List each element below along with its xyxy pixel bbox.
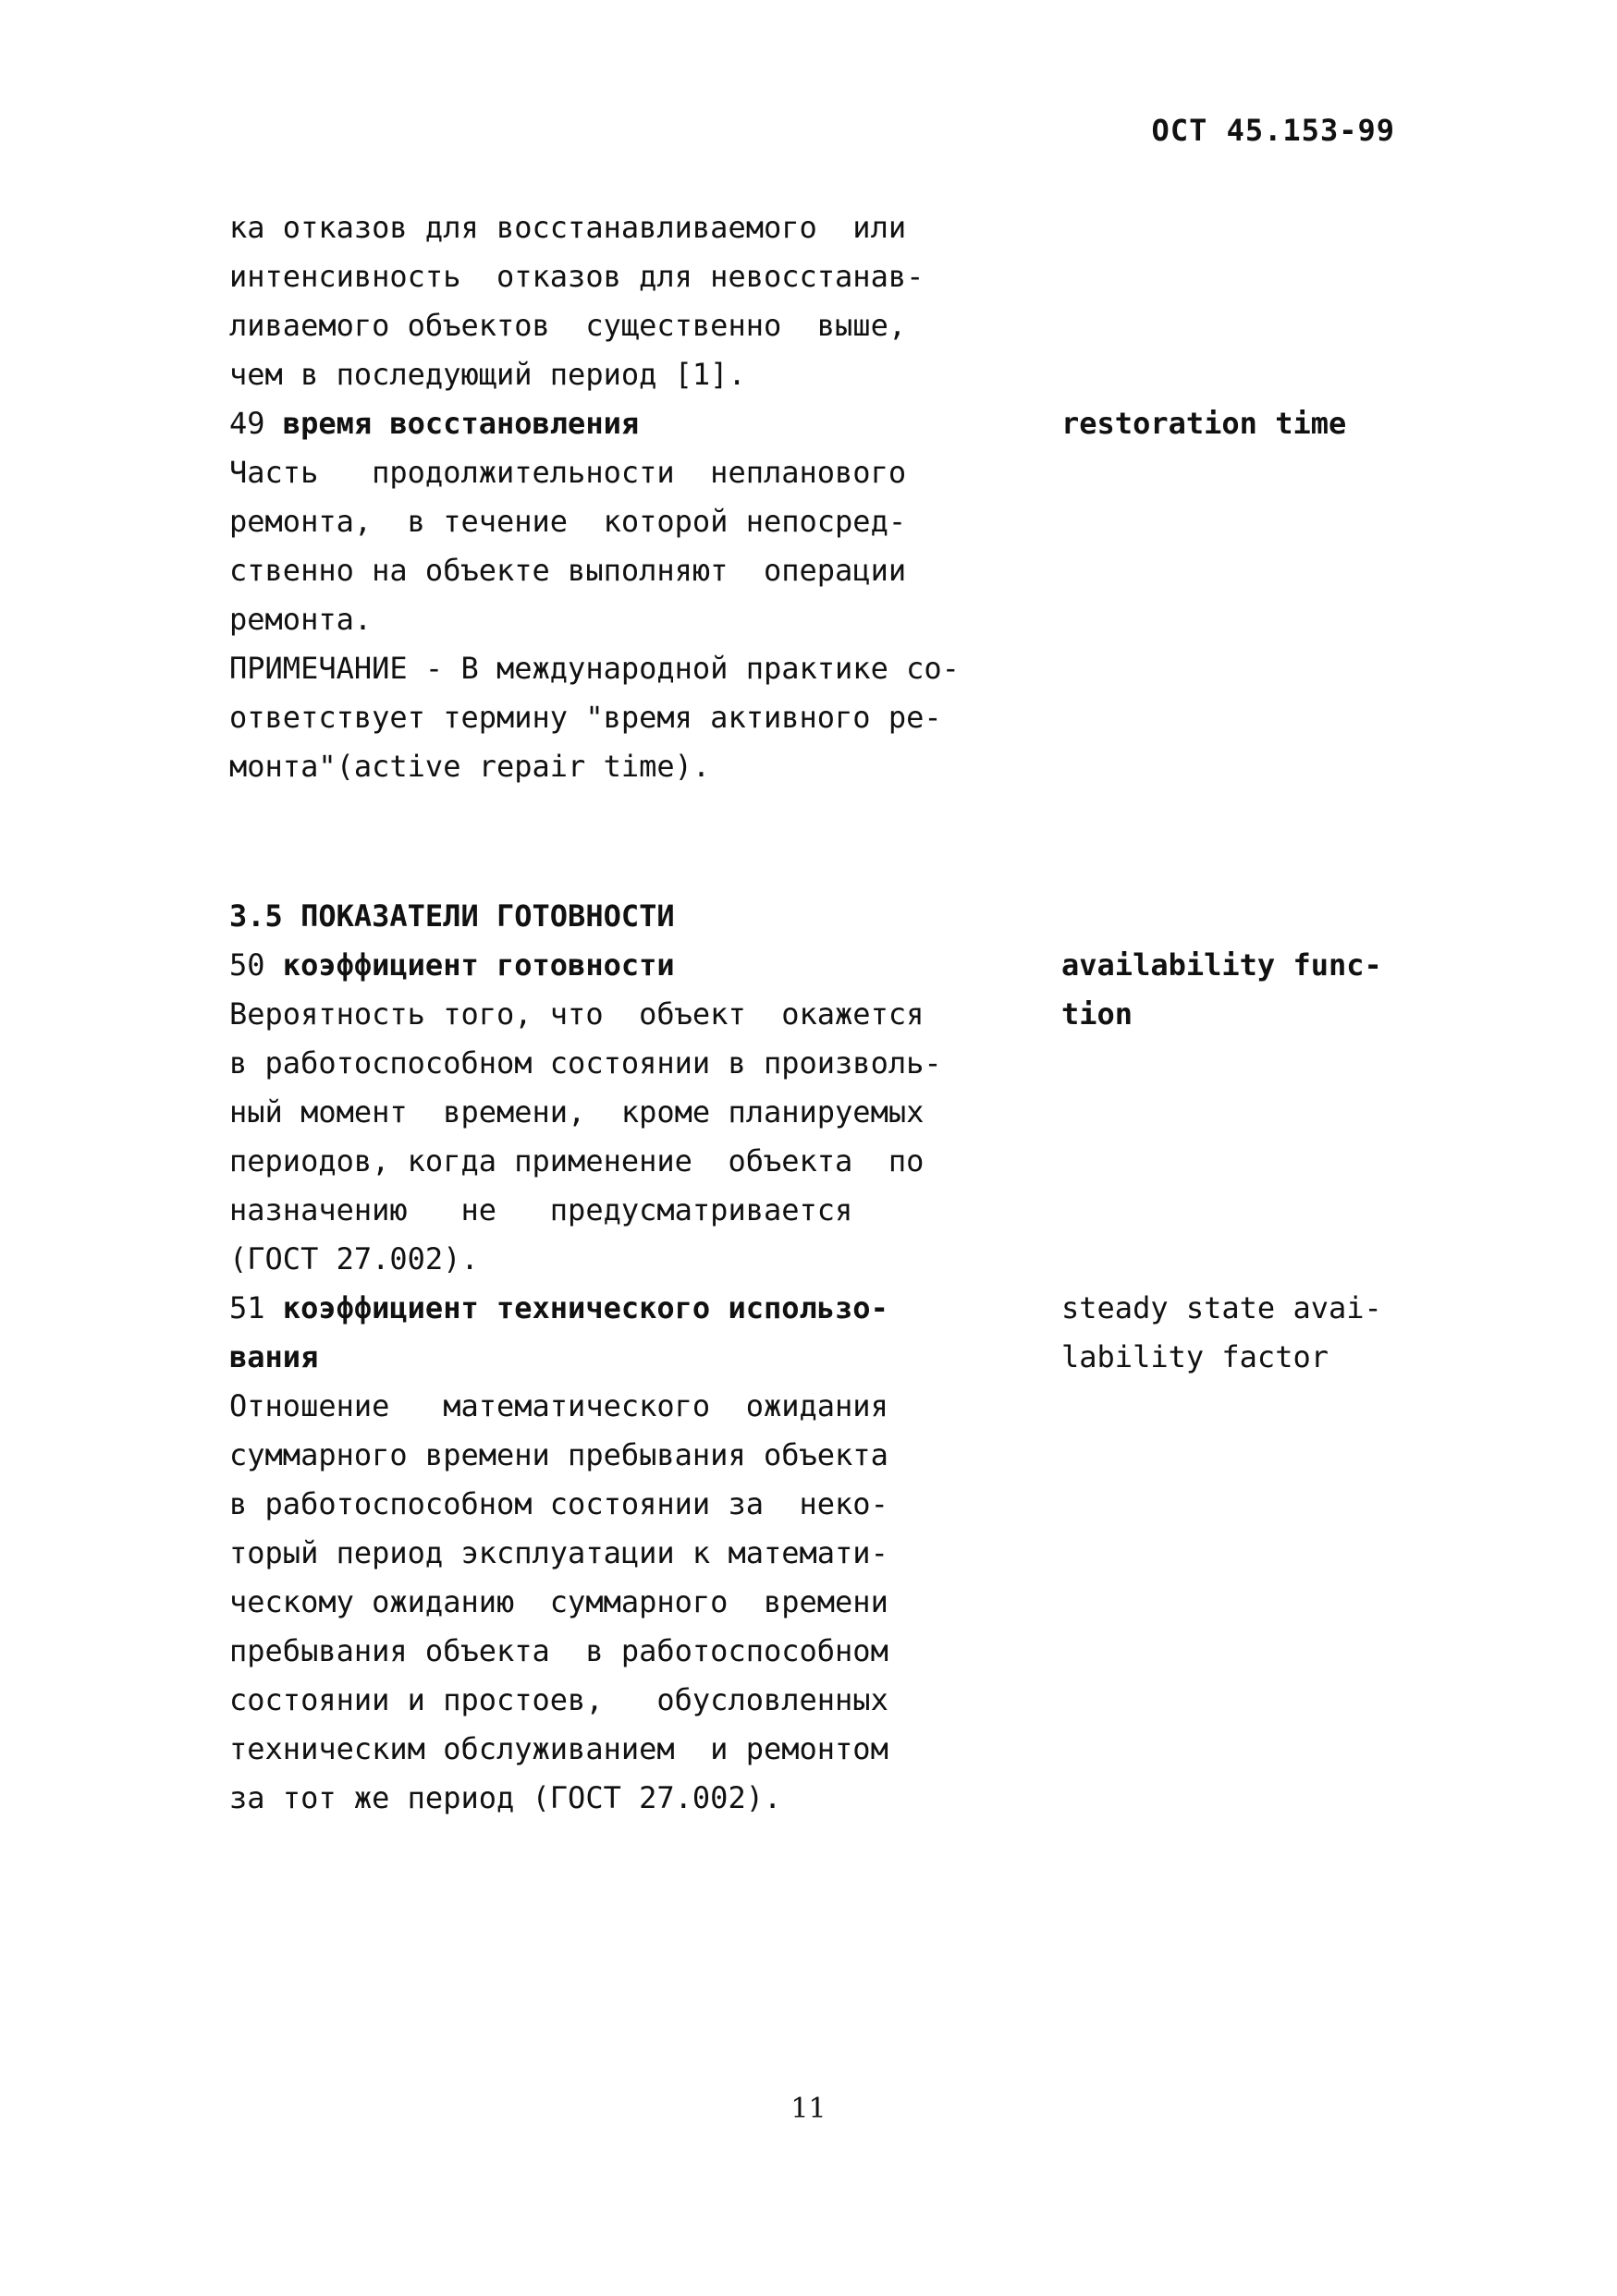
page-number: 11	[790, 2093, 827, 2125]
term-title: коэффициент готовности	[282, 947, 675, 983]
definition-line: ремонта, в течение которой непосред-	[229, 504, 907, 539]
term-51-english: lability factor	[1061, 1339, 1329, 1374]
intro-line: интенсивность отказов для невосстанав-	[229, 259, 925, 294]
definition-line: состоянии и простоев, обусловленных	[229, 1682, 888, 1717]
definition-line: за тот же период (ГОСТ 27.002).	[229, 1780, 782, 1815]
term-51-english: steady state avai-	[1061, 1290, 1382, 1325]
intro-line: ливаемого объектов существенно выше,	[229, 308, 907, 343]
definition-line: техническим обслуживанием и ремонтом	[229, 1731, 888, 1766]
term-number: 49	[229, 406, 265, 441]
definition-line: назначению не предусматривается	[229, 1192, 853, 1227]
term-49-heading	[229, 406, 640, 441]
term-number: 50	[229, 947, 265, 983]
term-51-heading	[229, 1290, 888, 1325]
intro-line: чем в последующий период [1].	[229, 357, 746, 392]
definition-line: торый период эксплуатации к математи-	[229, 1535, 888, 1570]
term-49-english: restoration time	[1061, 406, 1347, 441]
definition-line: пребывания объекта в работоспособном	[229, 1633, 888, 1668]
note-line: ПРИМЕЧАНИЕ - В международной практике со-	[229, 651, 960, 686]
document-code: ОСТ 45.153-99	[1151, 113, 1395, 148]
definition-line: (ГОСТ 27.002).	[229, 1241, 479, 1276]
definition-line: Вероятность того, что объект окажется	[229, 996, 925, 1032]
term-50-heading	[229, 947, 675, 983]
definition-line: суммарного времени пребывания объекта	[229, 1437, 888, 1472]
term-50-english: tion	[1061, 996, 1133, 1032]
section-title: 3.5 ПОКАЗАТЕЛИ ГОТОВНОСТИ	[229, 898, 675, 934]
term-50-english: availability func-	[1061, 947, 1382, 983]
note-line: монта"(active repair time).	[229, 749, 711, 784]
note-line: ответствует термину "время активного ре-	[229, 700, 942, 735]
definition-line: ственно на объекте выполняют операции	[229, 553, 907, 588]
intro-line: ка отказов для восстанавливаемого или	[229, 210, 907, 245]
term-title: время восстановления	[282, 406, 640, 441]
term-title: коэффициент технического использо-	[282, 1290, 888, 1325]
definition-line: ческому ожиданию суммарного времени	[229, 1584, 888, 1619]
definition-line: в работоспособном состоянии в произволь-	[229, 1045, 942, 1081]
term-number: 51	[229, 1290, 265, 1325]
definition-line: в работоспособном состоянии за неко-	[229, 1486, 888, 1521]
term-title-continuation: вания	[229, 1339, 319, 1374]
definition-line: ремонта.	[229, 602, 373, 637]
definition-line: периодов, когда применение объекта по	[229, 1143, 925, 1179]
definition-line: Часть продолжительности непланового	[229, 455, 907, 490]
definition-line: ный момент времени, кроме планируемых	[229, 1094, 925, 1130]
definition-line: Отношение математического ожидания	[229, 1388, 888, 1423]
